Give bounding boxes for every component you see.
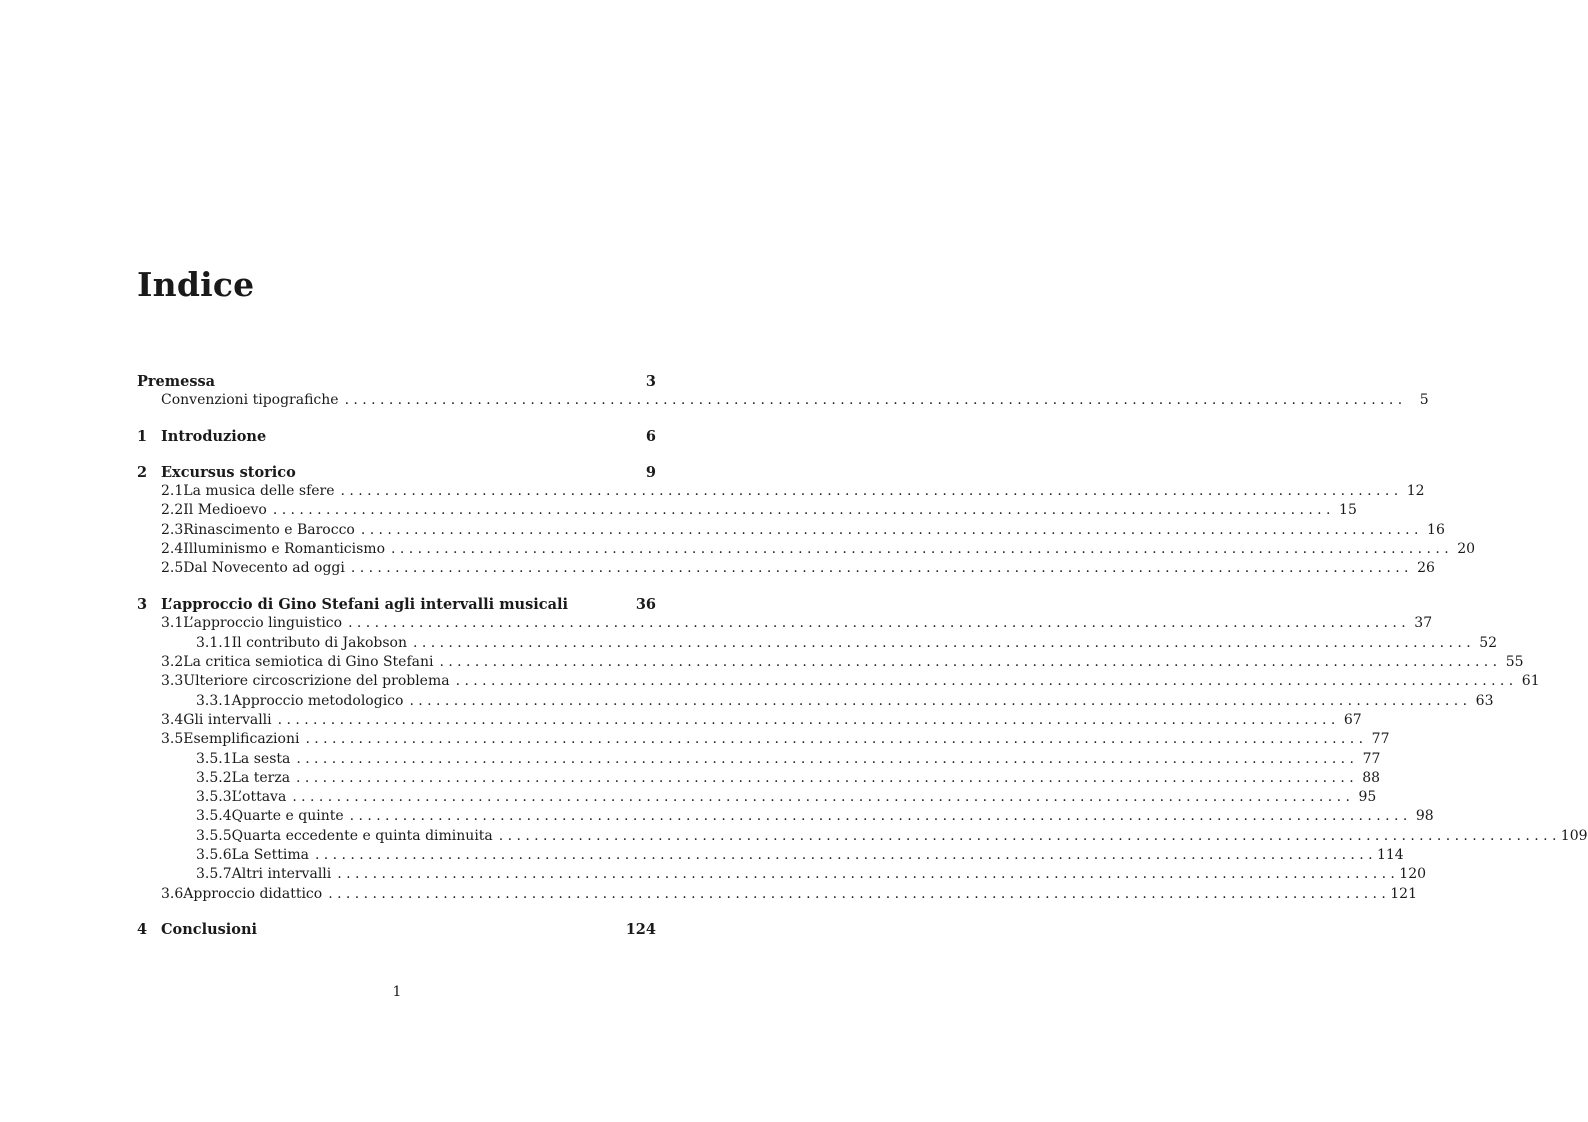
toc-entry-page: 67 xyxy=(1343,711,1362,728)
toc-entry-title: Approccio metodologico xyxy=(231,692,404,709)
dot-leader: ........................................................................................................................ xyxy=(409,692,1472,709)
toc-entry-subsection[interactable] xyxy=(137,807,1434,826)
toc-entry-number: 3.5 xyxy=(161,731,184,748)
table-of-contents xyxy=(137,372,1588,940)
toc-entry-number: 3.5.5 xyxy=(196,827,232,844)
toc-entry-number: 3.5.2 xyxy=(196,769,232,786)
toc-entry-title: Rinascimento e Barocco xyxy=(183,521,355,538)
toc-entry-page: 77 xyxy=(1362,750,1381,767)
toc-entry-title: Dal Novecento ad oggi xyxy=(183,560,345,577)
toc-entry-page: 77 xyxy=(1371,731,1390,748)
dot-leader: ........................................................................................................................ xyxy=(272,502,1335,519)
toc-entry-subsection[interactable] xyxy=(137,634,1498,653)
toc-entry-title: Convenzioni tipografiche xyxy=(161,392,339,409)
toc-entry-page: 3 xyxy=(645,373,656,390)
toc-entry-title: Introduzione xyxy=(161,428,267,446)
toc-entry-title: Approccio didattico xyxy=(183,885,323,902)
toc-entry-section[interactable] xyxy=(137,540,1476,559)
toc-entry-number: 3.1.1 xyxy=(196,634,232,651)
dot-leader: ........................................................................................................................ xyxy=(314,847,1377,864)
toc-entry-page: 15 xyxy=(1339,502,1357,519)
toc-entry-page: 52 xyxy=(1479,634,1498,651)
toc-entry-number: 3.4 xyxy=(161,711,184,728)
toc-entry-section[interactable] xyxy=(137,711,1362,730)
toc-entry-number: 2.4 xyxy=(161,541,184,558)
toc-entry-page: 37 xyxy=(1414,615,1433,632)
toc-entry-subsection[interactable] xyxy=(137,865,1427,884)
toc-entry-title: Quarta eccedente e quinta diminuita xyxy=(231,827,493,844)
dot-leader: ........................................................................................................................ xyxy=(296,769,1359,786)
toc-entry-title: Quarte e quinte xyxy=(231,808,344,825)
toc-entry-number: 3.2 xyxy=(161,654,184,671)
dot-leader: ........................................................................................................................ xyxy=(344,392,1407,409)
toc-entry-number: 3 xyxy=(137,596,148,614)
toc-entry-section[interactable] xyxy=(137,614,1433,633)
toc-entry-subsection[interactable] xyxy=(137,846,1404,865)
toc-entry-page: 5 xyxy=(1419,392,1429,409)
page-title: Indice xyxy=(137,265,255,304)
dot-leader: ........................................................................................................................ xyxy=(328,885,1391,902)
toc-entry-title: Altri intervalli xyxy=(231,866,332,883)
toc-entry-page: 16 xyxy=(1427,521,1445,538)
toc-entry-title: La critica semiotica di Gino Stefani xyxy=(183,654,434,671)
toc-entry-number: 3.5.3 xyxy=(196,789,232,806)
toc-entry-number: 2.2 xyxy=(161,502,184,519)
toc-entry-title: Excursus storico xyxy=(161,463,296,481)
dot-leader: ........................................................................................................................ xyxy=(337,866,1400,883)
toc-entry-page: 20 xyxy=(1457,541,1476,558)
toc-entry-title: La musica delle sfere xyxy=(183,483,335,500)
toc-entry-page: 36 xyxy=(635,596,656,614)
toc-entry-section[interactable] xyxy=(137,672,1540,691)
dot-leader: ........................................................................................................................ xyxy=(340,483,1403,500)
toc-entry-number: 2.5 xyxy=(161,560,184,577)
toc-entry-page: 61 xyxy=(1521,673,1540,690)
toc-entry-title: La sesta xyxy=(231,750,291,767)
toc-entry-subsection[interactable] xyxy=(137,788,1377,807)
toc-entry-page: 63 xyxy=(1475,692,1494,709)
toc-entry-page: 12 xyxy=(1406,483,1425,500)
toc-entry-number: 1 xyxy=(137,428,148,446)
toc-entry-section[interactable] xyxy=(137,501,1357,520)
toc-entry-number: 2 xyxy=(137,463,148,481)
toc-entry-title: Gli intervalli xyxy=(183,711,272,728)
toc-entry-page: 88 xyxy=(1362,769,1381,786)
toc-entry-page: 95 xyxy=(1358,789,1377,806)
toc-entry-title: L’ottava xyxy=(231,789,287,806)
dot-leader: ........................................................................................................................ xyxy=(360,521,1423,538)
toc-entry-number: 3.5.6 xyxy=(196,847,232,864)
toc-entry-section[interactable] xyxy=(137,559,1435,578)
dot-leader: ........................................................................................................................ xyxy=(413,634,1476,651)
dot-leader: ........................................................................................................................ xyxy=(455,673,1518,690)
toc-entry-page: 121 xyxy=(1390,885,1417,902)
toc-entry-title: Il contributo di Jakobson xyxy=(231,634,408,651)
toc-entry-page: 124 xyxy=(625,921,656,939)
dot-leader: ........................................................................................................................ xyxy=(305,731,1368,748)
toc-entry-title: L’approccio di Gino Stefani agli intervalli musicali xyxy=(161,596,569,614)
toc-entry-title: Esemplificazioni xyxy=(183,731,300,748)
toc-entry-number: 2.3 xyxy=(161,521,184,538)
toc-entry-number: 3.5.7 xyxy=(196,866,232,883)
footer-page-number: 1 xyxy=(392,984,402,1000)
toc-entry-number: 3.5.4 xyxy=(196,808,232,825)
toc-entry-chapter-4[interactable] xyxy=(137,920,656,939)
toc-entry-subsection[interactable] xyxy=(137,692,1494,711)
toc-entry-chapter-1[interactable] xyxy=(137,427,656,446)
dot-leader: ........................................................................................................................ xyxy=(350,560,1413,577)
toc-entry-section[interactable] xyxy=(137,885,1417,904)
toc-entry-section[interactable] xyxy=(137,482,1425,501)
toc-entry-subsection[interactable] xyxy=(137,750,1381,769)
toc-entry-premessa[interactable] xyxy=(137,372,656,391)
dot-leader: ........................................................................................................................ xyxy=(277,711,1340,728)
toc-entry-chapter-2[interactable] xyxy=(137,463,656,482)
toc-entry-page: 26 xyxy=(1417,560,1435,577)
toc-entry-page: 9 xyxy=(645,463,656,481)
toc-entry-chapter-3[interactable] xyxy=(137,595,656,614)
toc-entry-number: 3.3.1 xyxy=(196,692,232,709)
toc-entry-number: 2.1 xyxy=(161,483,184,500)
toc-entry-title: La terza xyxy=(231,769,291,786)
toc-entry-page: 55 xyxy=(1505,654,1524,671)
toc-entry-page: 114 xyxy=(1376,847,1404,864)
toc-entry-page: 98 xyxy=(1415,808,1434,825)
toc-entry-title: L’approccio linguistico xyxy=(183,615,343,632)
toc-entry-subsection[interactable] xyxy=(137,769,1381,788)
toc-entry-convenzioni[interactable] xyxy=(137,391,1429,410)
toc-entry-number: 4 xyxy=(137,921,148,939)
toc-entry-number: 3.3 xyxy=(161,673,184,690)
toc-entry-title: Illuminismo e Romanticismo xyxy=(183,541,386,558)
toc-entry-page: 6 xyxy=(645,428,656,446)
toc-entry-page: 120 xyxy=(1399,866,1427,883)
toc-entry-number: 3.6 xyxy=(161,885,184,902)
dot-leader: ........................................................................................................................ xyxy=(348,615,1411,632)
dot-leader: ........................................................................................................................ xyxy=(292,789,1355,806)
dot-leader: ........................................................................................................................ xyxy=(439,654,1502,671)
toc-entry-section[interactable] xyxy=(137,521,1445,540)
toc-entry-subsection[interactable] xyxy=(137,827,1588,846)
dot-leader: ........................................................................................................................ xyxy=(498,827,1561,844)
toc-entry-section[interactable] xyxy=(137,730,1390,749)
toc-entry-page: 109 xyxy=(1560,827,1588,844)
toc-entry-title: Conclusioni xyxy=(161,921,258,939)
dot-leader: ........................................................................................................................ xyxy=(349,808,1412,825)
toc-entry-title: Premessa xyxy=(137,373,216,390)
dot-leader: ........................................................................................................................ xyxy=(296,750,1359,767)
toc-entry-number: 3.1 xyxy=(161,615,184,632)
toc-entry-section[interactable] xyxy=(137,653,1524,672)
toc-entry-title: Il Medioevo xyxy=(183,502,267,519)
toc-entry-title: Ulteriore circoscrizione del problema xyxy=(183,673,450,690)
dot-leader: ........................................................................................................................ xyxy=(391,541,1454,558)
toc-entry-title: La Settima xyxy=(231,847,309,864)
toc-entry-number: 3.5.1 xyxy=(196,750,232,767)
